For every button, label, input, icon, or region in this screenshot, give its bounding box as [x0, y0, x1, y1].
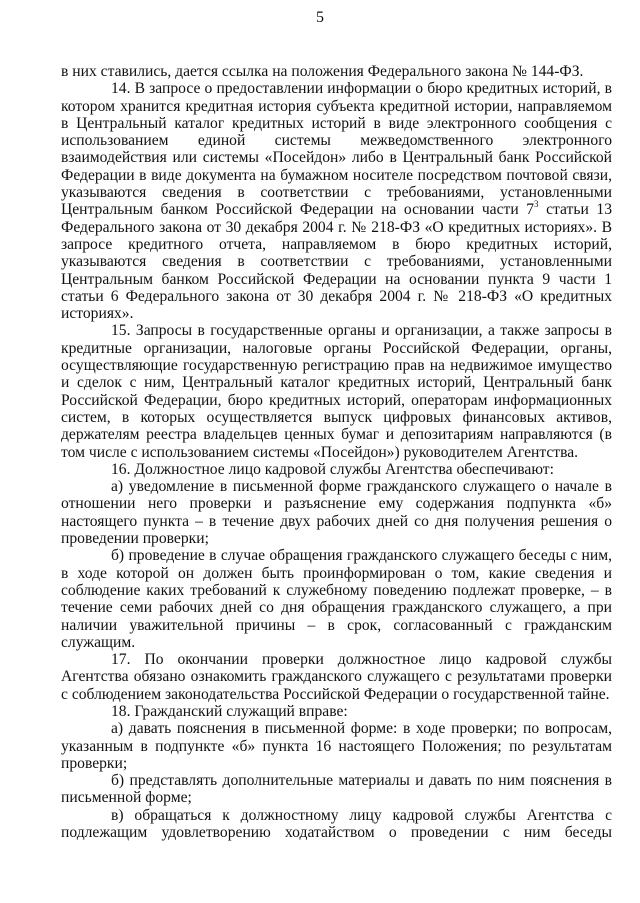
document-body — [61, 63, 612, 841]
paragraph-14-superscript: 3 — [534, 199, 539, 210]
paragraph-14 — [61, 80, 612, 322]
paragraph-14-text: 14. В запросе о предоставлении информации о бюро кредитных историй, в котором хранится кредитная история субъекта кредитной истории, направляемом в Центральный каталог кредитных историй в виде электронного сообщения с использованием единой системы межведомственного электронного взаимодействия или системы «Посейдон» либо в Центральный банк Российской Федерации в виде документа на бумажном носителе посредством почтовой связи, указываются сведения в соответствии с требованиями, установленными Центральным банком Российской Федерации на основании части 7 — [61, 80, 612, 219]
paragraph-16: 16. Должностное лицо кадровой службы Агентства обеспечивают: — [111, 460, 554, 478]
page-number: 5 — [316, 9, 324, 26]
paragraph-16-b: б) проведение в случае обращения гражданского служащего беседы с ним, в ходе которой он должен быть проинформирован о том, какие сведения и соблюдение каких требований к служебному поведению подлежат проверке, – в течение семи рабочих дней со дня обращения гражданского служащего, а при наличии уважительной причины – в срок, согласованный с гражданским служащим. — [61, 547, 612, 651]
paragraph-18-a: а) давать пояснения в письменной форме: в ходе проверки; по вопросам, указанным в подпункте «б» пункта 16 настоящего Положения; по результатам проверки; — [61, 720, 612, 772]
paragraph-17: 17. По окончании проверки должностное лицо кадровой службы Агентства обязано ознакомить гражданского служащего с результатами проверки с соблюдением законодательства Российской Федерации о государственной тайне. — [61, 651, 612, 703]
paragraph-continuation: в них ставились, дается ссылка на положения Федерального закона № 144-ФЗ. — [61, 63, 584, 80]
paragraph-14-text-continued: статьи 13 Федерального закона от 30 декабря 2004 г. № 218-ФЗ «О кредитных историях». В запросе кредитного отчета, направляемом в бюро кредитных историй, указываются сведения в соответствии с требованиями, установленными Центральным банком Российской Федерации на основании пункта 9 части 1 статьи 6 Федерального закона от 30 декабря 2004 г. № 218-ФЗ «О кредитных историях». — [61, 201, 612, 323]
paragraph-18: 18. Гражданский служащий вправе: — [111, 702, 348, 720]
paragraph-16-a: а) уведомление в письменной форме гражданского служащего о начале в отношении него проверки и разъяснение ему содержания подпункта «б» настоящего пункта – в течение двух рабочих дней со дня получения решения о проведении проверки; — [61, 478, 612, 548]
paragraph-15: 15. Запросы в государственные органы и организации, а также запросы в кредитные организации, налоговые органы Российской Федерации, органы, осуществляющие государственную регистрацию прав на недвижимое имущество и сделок с ним, Центральный каталог кредитных историй, Центральный банк Российской Федерации, бюро кредитных историй, операторам информационных систем, в которых осуществляется выпуск цифровых финансовых активов, держателям реестра владельцев ценных бумаг и депозитариям направляются (в том числе с использованием системы «Посейдон») руководителем Агентства. — [61, 322, 612, 461]
paragraph-18-c: в) обращаться к должностному лицу кадровой службы Агентства с подлежащим удовлетворению ходатайством о проведении с ним беседы — [61, 806, 612, 842]
paragraph-18-b: б) представлять дополнительные материалы и давать по ним пояснения в письменной форме; — [61, 772, 612, 807]
